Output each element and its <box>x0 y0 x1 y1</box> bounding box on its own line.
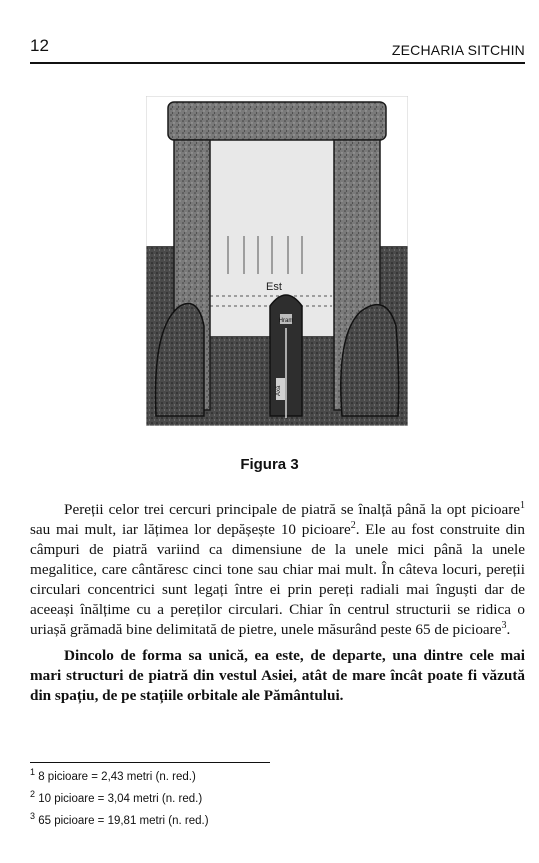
label-center: Est <box>266 281 282 293</box>
page-header <box>30 36 525 62</box>
stone-gate-figure <box>146 96 408 426</box>
footnote-3: $^3$ 65 picioare = 19,81 metri (n. red.) <box>30 811 209 827</box>
footnote-1: $^1$ 8 picioare = 2,43 metri (n. red.) <box>30 767 196 783</box>
footnote-2: $^2$ 10 picioare = 3,04 metri (n. red.) <box>30 789 203 805</box>
figure-drawing <box>146 96 408 426</box>
paragraph-1: Pereții celor trei cercuri principale de piatră se înalță până la opt picioare$^1$ sau mai mult, iar lățimea lor depășește 10 picioare$^2$. Ele au fost construite din câmpuri de piatră variind ca dimensiune de la unele mici până la unele megalitice, care cântăresc cinci tone sau chiar mai mult. În câteva locuri, pereții circulari concentrici sunt legați între ei prin pereți radiali mai înguști dar de aceeași înălțime cu a pereților circulari. Chiar în centrul structurii se ridica o uriașă grămadă bine delimitată de pietre, unele măsurând peste 65 de picioare$^3$. <box>30 499 525 638</box>
running-head: ZECHARIA SITCHIN <box>391 42 525 58</box>
paragraph-2-bold: Dincolo de forma sa unică, ea este, de departe, una dintre cele mai mari structuri de piatră din vestul Asiei, atât de mare încât poate fi văzută din spațiu, de pe stațiile orbitale ale Pământului. <box>30 647 525 704</box>
body-text <box>30 500 525 706</box>
footnote-rule <box>30 762 270 763</box>
lintel-stone <box>168 102 386 140</box>
footnotes <box>30 766 209 832</box>
label-top-stone: Hram <box>278 318 294 324</box>
header-rule <box>30 62 525 64</box>
figure-caption: Figura 3 <box>240 456 299 473</box>
page-number: 12 <box>30 36 49 55</box>
label-low: Axă <box>276 385 282 396</box>
